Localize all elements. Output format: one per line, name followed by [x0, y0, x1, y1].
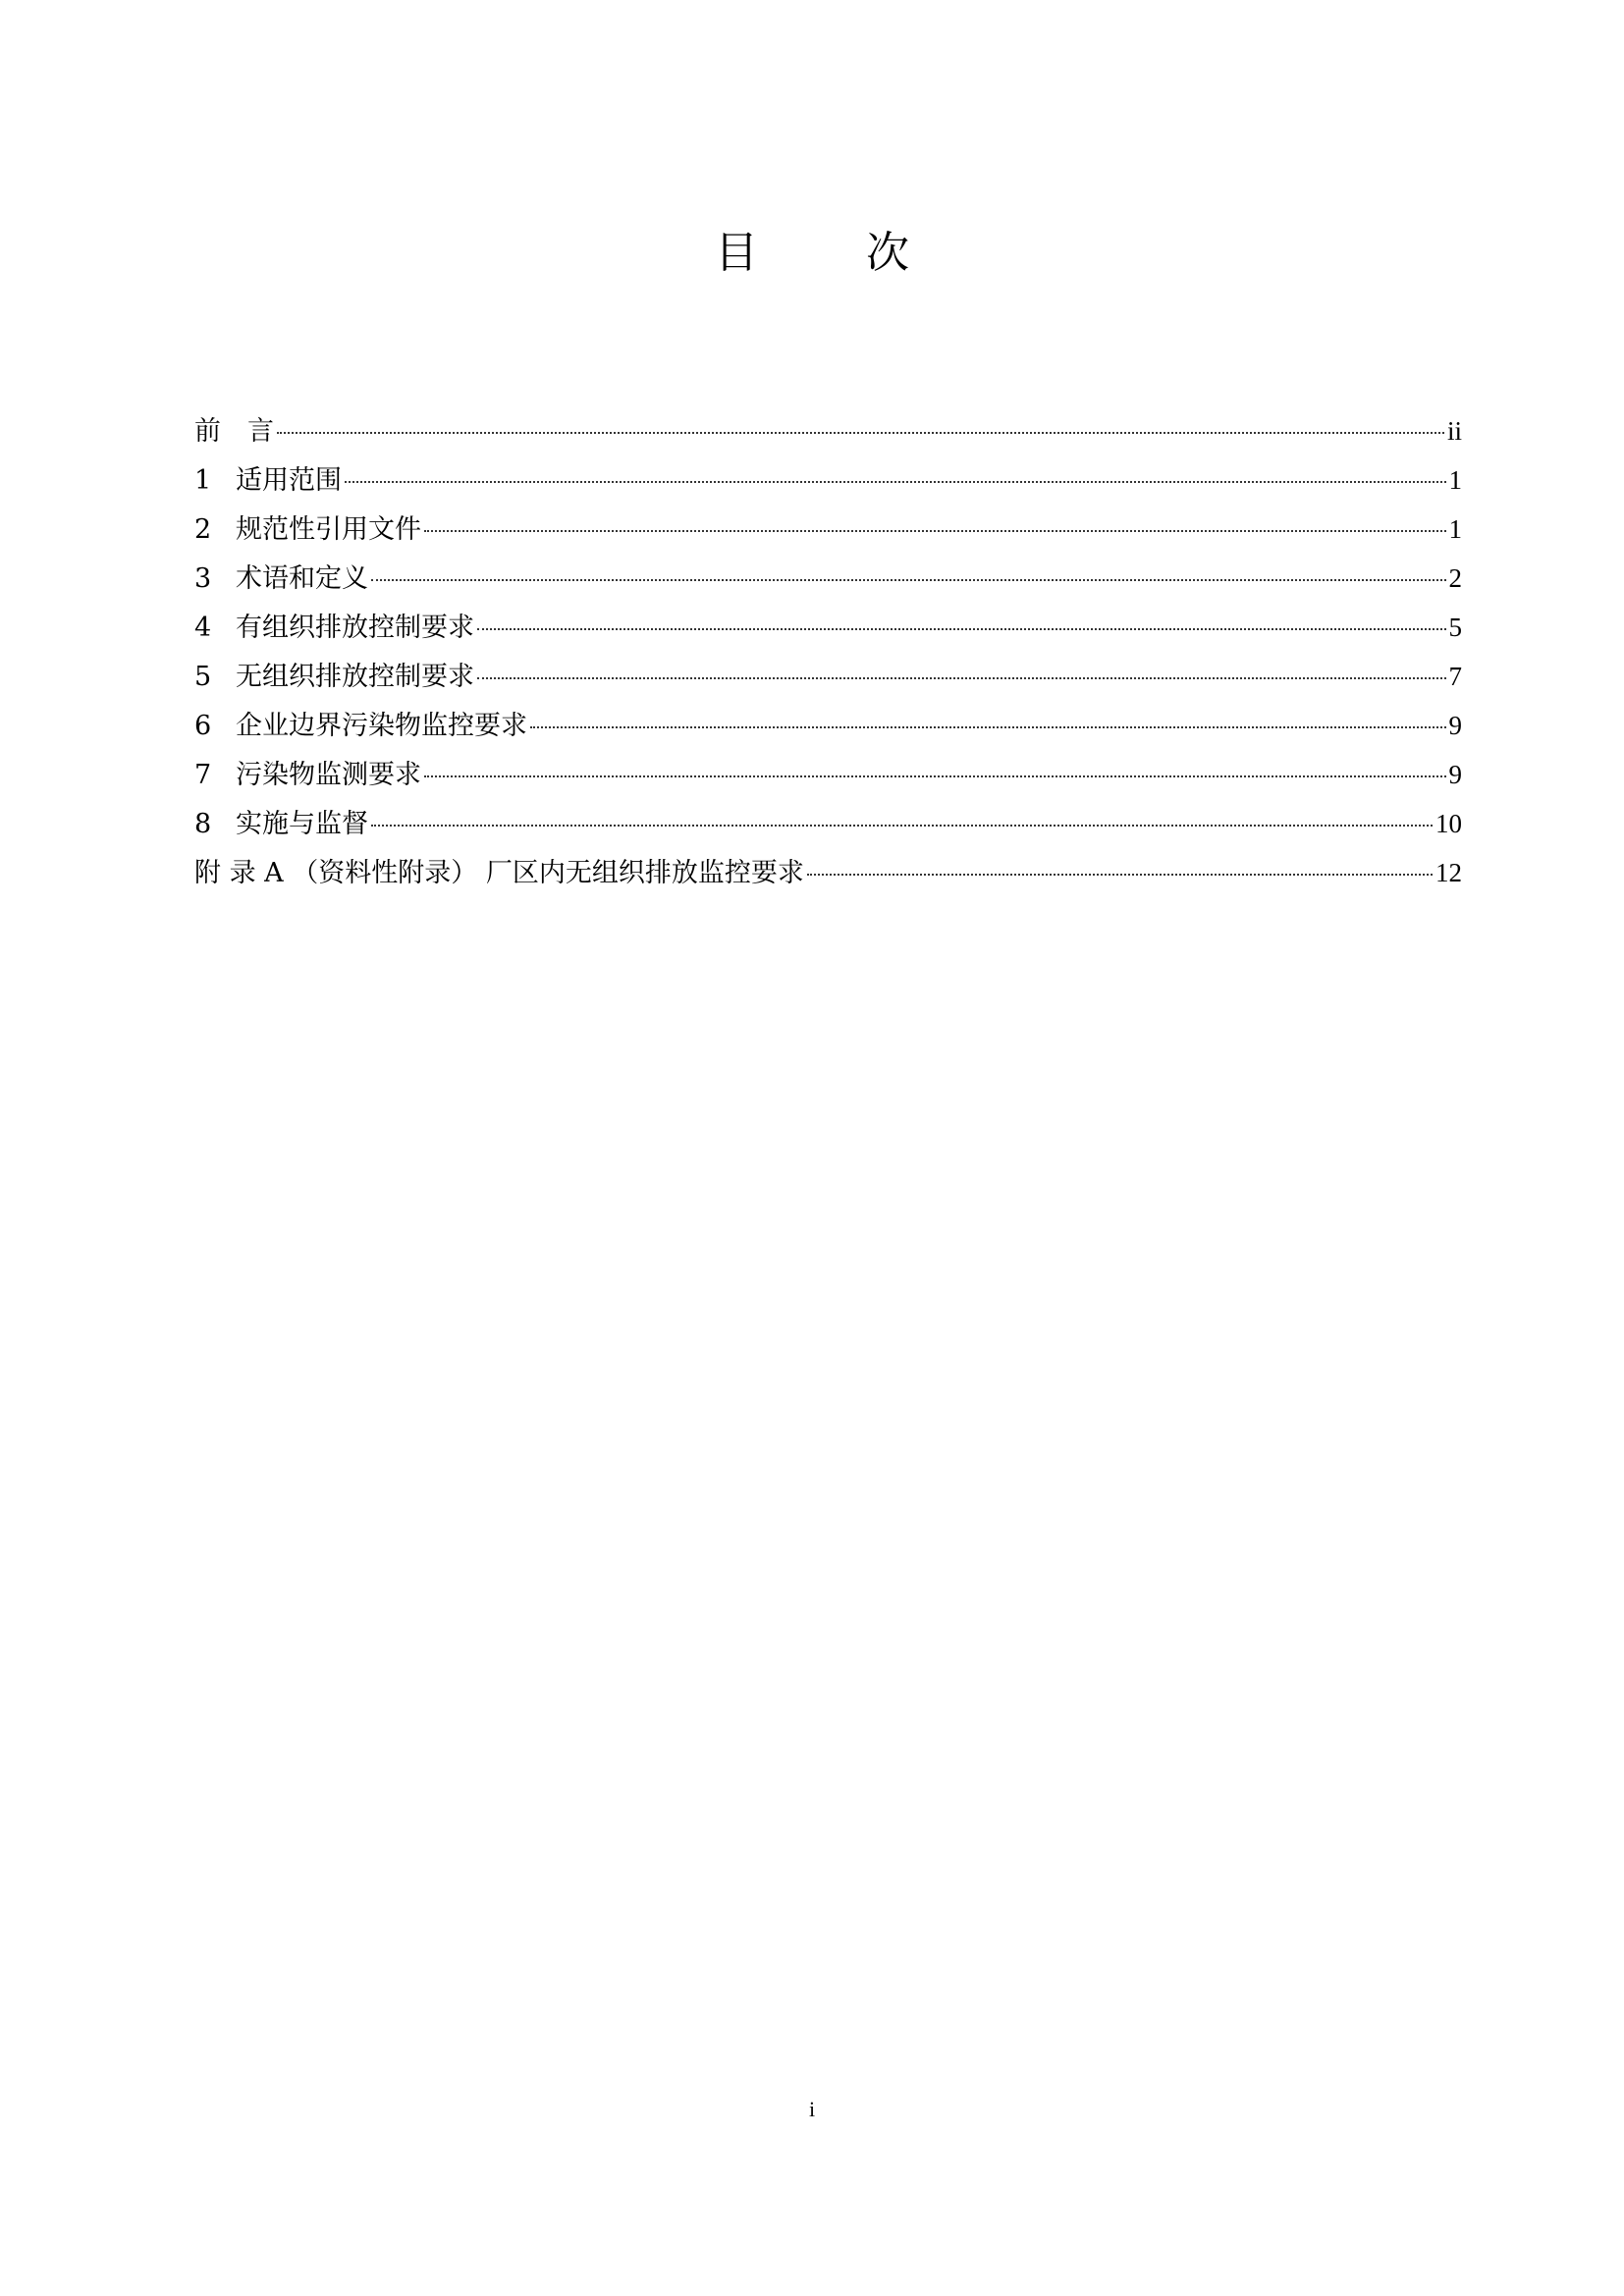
- toc-dot-leader: [371, 825, 1433, 827]
- toc-entry-5[interactable]: [194, 652, 1462, 701]
- toc-dot-leader: [424, 775, 1446, 777]
- toc-dot-leader: [371, 579, 1446, 581]
- toc-entry-page: 1: [1448, 514, 1462, 544]
- toc-entry-label: 适用范围: [236, 465, 342, 496]
- toc-entry-page: 10: [1435, 809, 1462, 838]
- toc-entry-label: 有组织排放控制要求: [236, 613, 474, 643]
- toc-dot-leader: [477, 677, 1446, 679]
- page-number: i: [808, 2097, 816, 2121]
- table-of-contents: [194, 406, 1462, 897]
- toc-entry-foreword[interactable]: [194, 406, 1462, 455]
- toc-entry-label: 附 录 A （资料性附录） 厂区内无组织排放监控要求: [194, 858, 804, 888]
- toc-entry-6[interactable]: [194, 701, 1462, 750]
- toc-entry-number: 7: [194, 760, 212, 790]
- page-title: 目 次: [715, 228, 956, 278]
- toc-entry-label: 前 言: [194, 416, 274, 447]
- toc-entry-number: 6: [194, 711, 212, 741]
- toc-entry-number: 5: [194, 662, 212, 692]
- toc-dot-leader: [345, 481, 1446, 483]
- toc-entry-page: ii: [1446, 416, 1462, 446]
- toc-entry-appendix-a[interactable]: [194, 848, 1462, 897]
- toc-entry-1[interactable]: [194, 455, 1462, 505]
- toc-dot-leader: [807, 874, 1433, 876]
- toc-entry-label: 规范性引用文件: [236, 514, 421, 545]
- toc-entry-label: 实施与监督: [236, 809, 368, 839]
- toc-entry-number: 2: [194, 514, 212, 545]
- toc-entry-page: 1: [1448, 465, 1462, 495]
- toc-dot-leader: [277, 432, 1444, 434]
- toc-entry-3[interactable]: [194, 554, 1462, 603]
- toc-entry-number: 1: [194, 465, 212, 496]
- toc-entry-label: 污染物监测要求: [236, 760, 421, 790]
- toc-dot-leader: [424, 530, 1446, 532]
- toc-entry-page: 5: [1448, 613, 1462, 642]
- toc-entry-label: 企业边界污染物监控要求: [236, 711, 527, 741]
- toc-entry-number: 8: [194, 809, 212, 839]
- toc-entry-page: 9: [1448, 711, 1462, 740]
- toc-entry-7[interactable]: [194, 750, 1462, 799]
- toc-entry-8[interactable]: [194, 799, 1462, 848]
- toc-dot-leader: [477, 628, 1446, 630]
- toc-dot-leader: [530, 726, 1446, 728]
- toc-entry-page: 12: [1435, 858, 1462, 887]
- toc-entry-number: 4: [194, 613, 212, 643]
- toc-entry-page: 9: [1448, 760, 1462, 789]
- toc-entry-page: 2: [1448, 563, 1462, 593]
- toc-entry-label: 术语和定义: [236, 563, 368, 594]
- toc-entry-page: 7: [1448, 662, 1462, 691]
- toc-entry-4[interactable]: [194, 603, 1462, 652]
- toc-entry-number: 3: [194, 563, 212, 594]
- toc-entry-2[interactable]: [194, 505, 1462, 554]
- toc-entry-label: 无组织排放控制要求: [236, 662, 474, 692]
